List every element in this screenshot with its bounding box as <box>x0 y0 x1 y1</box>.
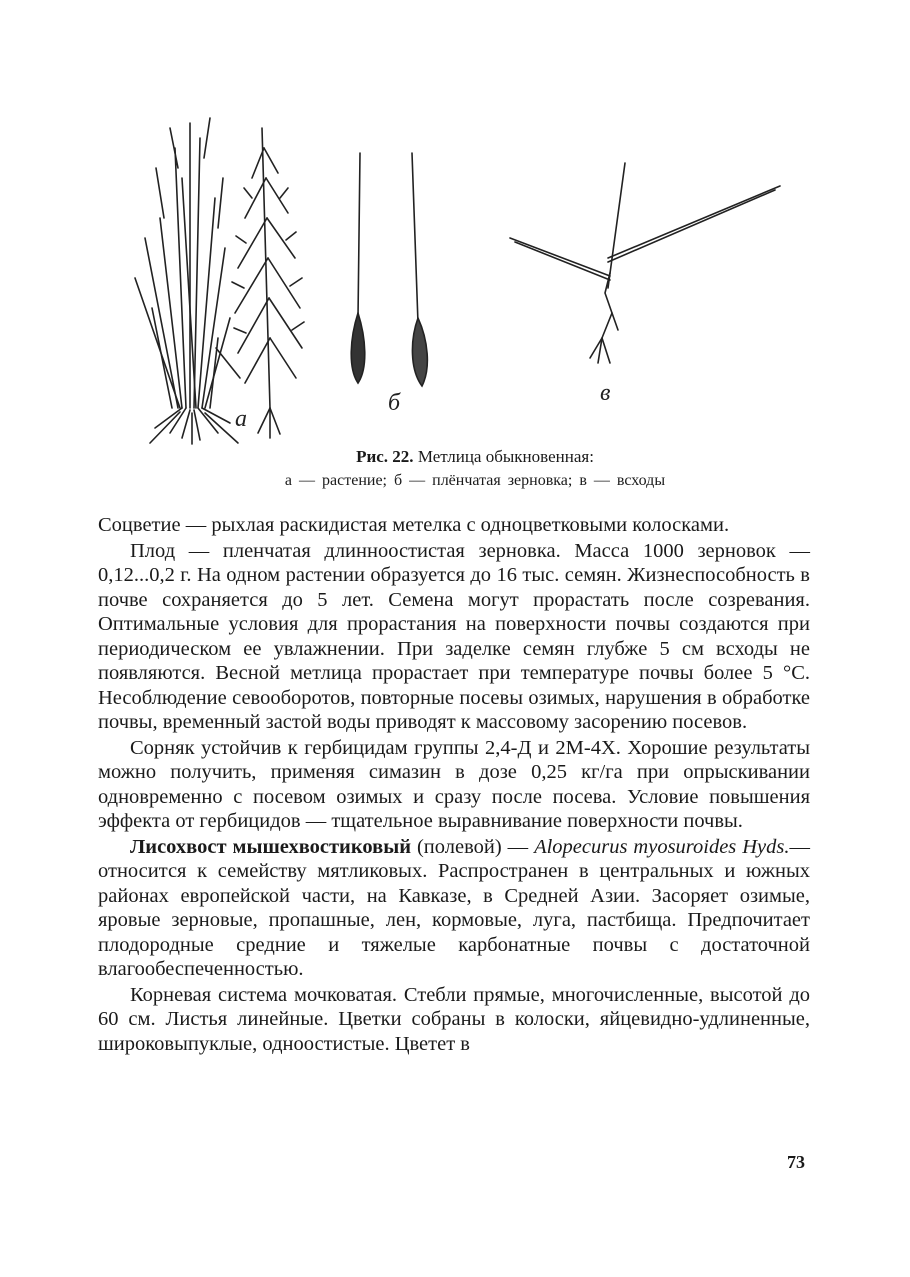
panicle-drawing <box>232 128 304 438</box>
label-b: б <box>388 390 401 416</box>
seed-drawing <box>351 153 427 386</box>
caption-parts: а — растение; б — плёнчатая зерновка; в — всходы <box>284 472 666 489</box>
figure-caption <box>160 445 790 493</box>
caption-title-line <box>160 445 790 469</box>
label-a: а <box>235 406 247 432</box>
paragraph-herbicides: Сорняк устойчив к гербицидам группы 2,4-Д и 2М-4Х. Хорошие результаты можно получить, применяя симазин в дозе 0,25 кг/га при опрыскивании одновременно с посевом озимых и сразу после посева. Условие повышения эффекта от гербицидов — тщательное выравнивание поверхности почвы. <box>98 736 810 832</box>
page-number: 73 <box>787 1152 805 1172</box>
caption-prefix: Рис. 22. <box>356 447 414 466</box>
species-latin: Alopecurus myosuroides Hyds. <box>534 835 790 858</box>
label-v: в <box>600 380 611 406</box>
species-alt-name: (полевой) — <box>411 835 535 858</box>
caption-title: Метлица обыкновенная: <box>417 447 594 466</box>
body-text <box>98 513 810 1057</box>
paragraph-fruit: Плод — пленчатая длинноостистая зерновка. Масса 1000 зерновок — 0,12...0,2 г. На одном растении образуется до 16 тыс. семян. Жизнеспособность в почве сохраняется до 5 лет. Семена могут прорастать после созревания. Оптимальные условия для прорастания на поверхности почвы создаются при периодическом ее увлажнении. При заделке семян глубже 5 см всходы не появляются. Весной метлица прорастает при температуре почвы более 5 °С. Несоблюдение севооборотов, повторные посевы озимых, нарушения в обработке почвы, временный застой воды приводят к массовому засорению посевов. <box>98 539 810 733</box>
paragraph-foxtail <box>98 835 810 982</box>
species-term: Лисохвост мышехвостиковый <box>130 835 412 858</box>
figure-22 <box>120 108 820 448</box>
seedling-drawing <box>510 163 780 363</box>
bentgrass-illustration <box>120 108 820 448</box>
plant-tuft-drawing <box>135 118 240 444</box>
species-description: — относится к семейству мятликовых. Распространен в центральных и южных районах европейской части, на Кавказе, в Средней Азии. Засоряет озимые, яровые зерновые, пропашные, лен, кормовые, луга, пастбища. Предпочитает плодородные средние и тяжелые карбонатные почвы с достаточной влагообеспеченностью. <box>98 835 810 980</box>
paragraph-roots: Корневая система мочковатая. Стебли прямые, многочисленные, высотой до 60 см. Листья линейные. Цветки собраны в колоски, яйцевидно-удлиненные, широковыпуклые, одноостистые. Цветет в <box>98 983 810 1055</box>
paragraph-inflorescence: Соцветие — рыхлая раскидистая метелка с одноцветковыми колосками. <box>98 514 730 536</box>
